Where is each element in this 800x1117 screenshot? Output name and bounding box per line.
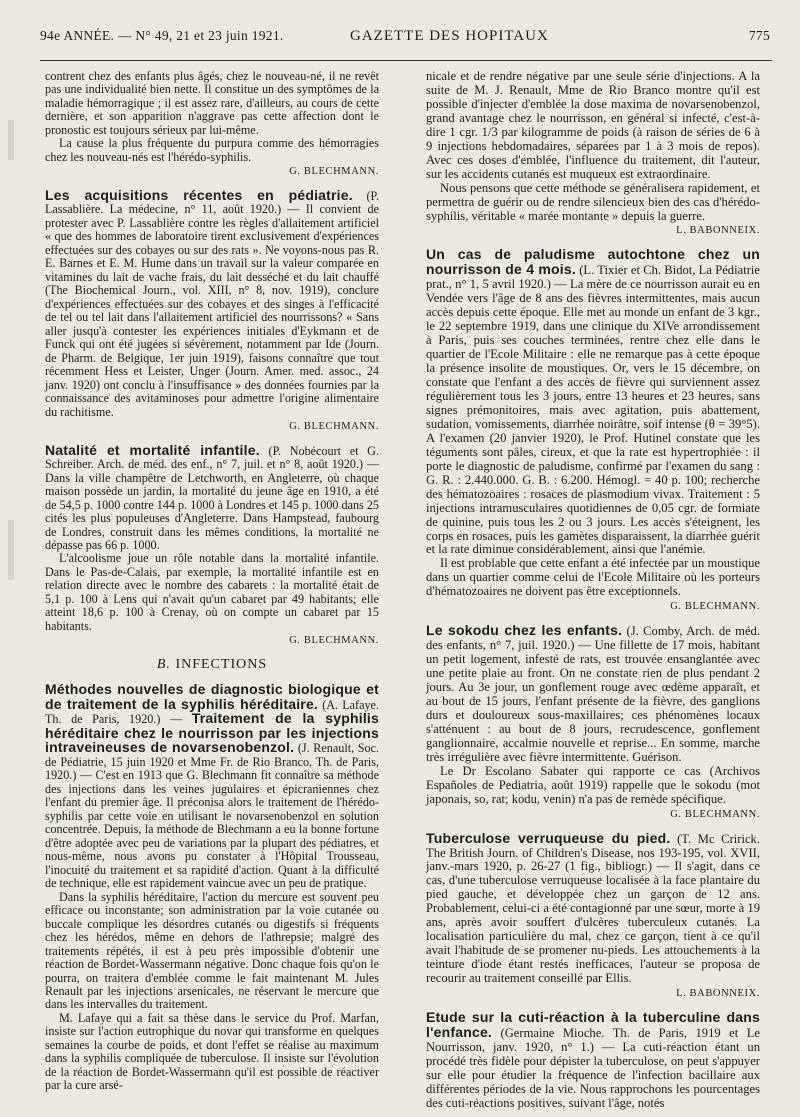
article-body: (J. Comby, Arch. de méd. des enfants, n° 7, juil. 1920.) — Une fillette de 17 mois, habitant un petit logement, infesté de rats, est trouvée ensanglantée avec une petite plaie au front. On ne constate rien de plus pendant 2 jours. Au 3e jour, un gonflement rouge avec œdème apparaît, et au bout de 15 jours, l'enfant présente de la fièvre, des ganglions durs et douloureux sous-maxillaires; ces phénomènes locaux s'atténuent : au bout de 8 jours, recrudescence, gonflement ganglionnaire, accalmie nouvelle et reprise... En somme, marche très irrégulière avec fièvre intermittente. Guérison. (426, 624, 760, 764)
margin-stain (8, 120, 14, 160)
signature: G. BLECHMANN. (289, 421, 379, 433)
article-paragraph: Dans la syphilis héréditaire, l'action du mercure est souvent peu efficace ou inconstante; son administration par la voie cutanée ou buccale complique les désordres cutanés ou digestifs si fréquents chez les hérédos, même en dehors de l'athrepsie; malgré des traitements répétés, il est à peu près impossible d'obtenir une réaction de Bordet-Wassermann négative. Donc chaque fois qu'on le pourra, on traitera d'emblée comme le fait maintenant M. Jules Renault par les injections arsenicales, ne réservant le mercure que dans les intervalles du traitement. (45, 889, 379, 1012)
intro-paragraph-2: La cause la plus fréquente du purpura comme des hémorragies chez les nouveau-nés est l'hérédo-syphilis. (45, 136, 379, 164)
article-acquisitions (45, 186, 379, 434)
article-body: (L. Tixier et Ch. Bidot, La Pédiatrie prat., n° 1, 5 avril 1920.) — La mère de ce nourrisson aurait eu en Vendée vers l'âge de 8 ans des fièvres intermittentes, mais aucun accès depuis cette époque. Elle met au monde un enfant de 3 kgr., le 22 septembre 1919, dans une clinique du XIVe arrondissement à Paris, puis ses couches terminées, rentre chez elle dans le quartier de l'Ecole Militaire : elle ne remarque pas à cette époque la présence insolite de moustiques. Or, vers le 15 décembre, on constate que l'enfant a des accès de fièvre qui surviennent assez régulièrement tous les 3 jours, entre 13 heures et 23 heures, sans signes prémonitoires, mais avec agitation, puis abattement, sudation, vomissements, diarrhée noirâtre, soif intense (θ = 39°5). A l'examen (20 janvier 1920), le Prof. Hutinel constate que les téguments sont pâles, cireux, et que la rate est hypertrophiée : il porte le diagnostic de paludisme, confirmé par l'examen du sang : G. R. : 2.440.000. G. B. : 6.200. Hémogl. = 40 p. 100; recherche des hématozoaires : rosaces de plasmodium vivax. Traitement : 5 injections intramusculaires quotidiennes de 0,05 cgr. de formiate de quinine, puis tous les 2 ou 3 jours. Les accès s'éteignent, les corps en rosaces, puis les gamètes disparaissent, la diarrhée guérit et la rate diminue considérablement, ainsi que l'anémie. (426, 263, 760, 557)
article-paragraph: Le Dr Escolano Sabater qui rapporte ce cas (Archivos Españoles de Pediatria, août 1919) rappelle que le sokodu (mot japonais, so, rat; kodu, venin) n'a pas de remède spécifique. (426, 763, 760, 806)
article-body: (J. Renault, Soc. de Pédiatrie, 15 juin 1920 et Mme Fr. de Rio Branco, Th. de Paris, 1920.) — C'est en 1913 que G. Blechmann fit connaître sa méthode des injections dans les veines jugulaires et épicraniennes chez l'enfant du premier âge. Il préconisa alors le traitement de l'hérédo-syphilis par cette voie en utilisant le novarsenobenzol en solution concentrée. Depuis, la méthode de Blechmann a eu la bonne fortune d'être adoptée avec peu de variations par la plupart des pédiatres, et nous-même, nous avons pu constater à l'Hôpital Trousseau, l'inocuité du traitement et sa rapidité d'action. Quant à la difficulté de technique, elle est rapidement vaincue avec un peu de pratique. (45, 741, 379, 891)
article-body: (P. Nobécourt et G. Schreiber. Arch. de méd. des enf., n° 7, juil. et n° 8, août 1920.) — Dans la ville champêtre de Letchworth, en Angleterre, où chaque maison possède un jardin, la mortalité du jeune âge en 1910, a été de 54,5 p. 1000 contre 144 p. 1000 à Londres et 145 p. 1000 dans 25 cités les plus populeuses d'Angleterre. Dans Hampstead, faubourg de Londres, construit dans les mêmes conditions, la mortalité ne dépasse pas 66 p. 1000. (45, 443, 379, 552)
signature: G. BLECHMANN. (289, 166, 379, 178)
signature: G. BLECHMANN. (670, 601, 760, 613)
header-rule (40, 60, 772, 61)
article-citation: (A. Lafaye. Th. de Paris, 1920.) — (45, 697, 379, 727)
article-body: (P. Lassablière. La médecine, n° 11, août 1920.) — Il convient de protester avec P. Lassablière contre les règles d'allaitement artificiel « que des hommes de laboratoire tirent exclusivement d'expériences effectuées sur des cobayes ou sur des rats ». Ne voyons-nous pas R. E. Barnes et E. M. Hume dans un travail sur la valeur comparée en vitamines du lait de vache frais, du lait desséché et du lait chauffé (The Biochemical Journ., vol. XIII, n° 8, nov. 1919), conclure d'expériences effectuées sur des cobayes et des singes à l'efficacité de tel ou tel lait dans l'allaitement artificiel des nourrissons? « Sans aller jusqu'à contester les expériences initiales d'Eykmann et de Funck qui ont été jugées si sévèrement, notamment par Ide (Journ. de Pharm. de Belgique, 1er juin 1919), faisons connaître que tout récemment Hess et Leister, Unger (Journ. Amer. med. assoc., 24 janv. 1920) ont conclu à l'insuffisance » des données fournies par la connaissance des avitaminoses pour admettre l'origine alimentaire du rachitisme. (45, 188, 379, 419)
article-title: Méthodes nouvelles de diagnostic biologique et de traitement de la syphilis héréditaire. (45, 681, 379, 712)
article-paragraph: Il est problable que cette enfant a été infectée par un moustique dans un quartier comme celui de l'Ecole Militaire où les porteurs d'hématozoaires ne doivent pas être exceptionnels. (426, 556, 760, 599)
article-body: (T. Mc Cririck. The British Journ. of Children's Disease, nos 193-195, vol. XVII, janv.-mars 1920, p. 26-27 (1 fig., bibliogr.) — Il s'agit, dans ce cas, d'une tuberculose verruqueuse localisée à la face plantaire du pied gauche, et développée chez un garçon de 12 ans. Probablement, celui-ci a été contagionné par une sœur, morte à 19 ans, après avoir souffert d'ulcères tuberculeux cutanés. La localisation particulière du mal, chez ce garçon, tient à ce qu'il avait l'habitude de se promener nu-pieds. Les attouchements à la teinture d'iode étant restés inefficaces, l'auteur se proposa de recourir au traitement conseillé par Ellis. (426, 831, 760, 986)
continued-paragraph-2: Nous pensons que cette méthode se généralisera rapidement, et permettra de guérir ou de rendre silencieux bien des cas d'hérédo-syphilis, véritable « marée montante » depuis la guerre. (426, 180, 760, 223)
article-sokodu (426, 624, 760, 821)
right-column (426, 70, 760, 1111)
article-tuberculose (426, 829, 760, 1001)
article-syphilis (45, 683, 379, 1093)
signature: G. BLECHMANN. (670, 808, 760, 820)
signature: L. BABONNEIX. (676, 225, 760, 237)
left-column (45, 70, 379, 1093)
page-number: 775 (748, 28, 770, 43)
article-title: Les acquisitions récentes en pédiatrie. (45, 186, 353, 203)
article-body: (Germaine Mioche. Th. de Paris, 1919 et Le Nourrisson, janv. 1920, n° 1.) — La cuti-réaction étant un procédé très fidèle pour dépister la tuberculose, on peut s'appuyer sur elle pour étudier la fréquence de l'infection bacillaire aux différentes périodes de la vie. Nous rapprochons les pourcentages des cuti-réactions positives, suivant l'âge, notés (426, 1025, 760, 1110)
continued-paragraph: nicale et de rendre négative par une seule série d'injections. A la suite de M. J. Renault, Mme de Rio Branco montre qu'il est possible d'injecter d'emblée la dose maxima de novarsenobenzol, grand avantage chez le nourrisson, en général si infecté, c'est-à-dire 1 cgr. 1/3 par kilogramme de poids (à raison de séries de 6 à 9 injections hebdomadaires, séparées par 1 à 3 mois de repos). Avec ces doses d'emblée, l'influence du traitement, dit l'auteur, sur les accidents cutanés est muqueux est extraordinaire. (426, 69, 760, 181)
issue-line: 94e ANNÉE. — N° 49, 21 et 23 juin 1921. (40, 28, 284, 43)
section-heading (45, 658, 379, 671)
article-title-2: Traitement de la syphilis héréditaire chez le nourrisson par les injections intraveineuses de novarsenobenzol. (45, 710, 379, 756)
article-paragraph: M. Lafaye qui a fait sa thèse dans le service du Prof. Marfan, insiste sur l'action eutrophique du novar qui transforme en quelques semaines la courbe de poids, et dont l'effet se réalise au maximum dans la syphilis compliquée de tuberculose. Il insiste sur l'évolution de la réaction de Bordet-Wassermann qu'il est possible de réactiver par la cure arsé- (45, 1010, 379, 1093)
article-title: Natalité et mortalité infantile. (45, 441, 260, 458)
margin-stain (8, 520, 14, 580)
article-title: Tuberculose verruqueuse du pied. (426, 829, 671, 846)
article-paragraph: L'alcoolisme joue un rôle notable dans la mortalité infantile. Dans le Pas-de-Calais, par exemple, la mortalité infantile est en relation directe avec le nombre des cabarets : la mortalité était de 5,1 p. 100 à Lens qui n'avait qu'un cabaret par 49 habitants; elle atteint 18,6 p. 100 à Crenay, où on compte un cabaret par 15 habitants. (45, 551, 379, 633)
intro-paragraph: contrent chez des enfants plus âgés, chez le nouveau-né, il ne revêt pas une individualité bien nette. Il constitue un des symptômes de la maladie hémorragique ; il est assez rare, d'ailleurs, au cours de cette dernière, et son apparition n'aggrave pas cette affection dont le pronostic est toujours sérieux par lui-même. (45, 69, 379, 137)
journal-title: GAZETTE DES HOPITAUX (350, 28, 549, 44)
page-header (40, 28, 770, 46)
section-letter: B. (156, 656, 171, 672)
article-title: Le sokodu chez les enfants. (426, 622, 623, 639)
article-natalite (45, 441, 379, 648)
article-paludisme (426, 248, 760, 614)
article-cuti-reaction (426, 1011, 760, 1111)
article-title: Un cas de paludisme autochtone chez un nourrisson de 4 mois. (426, 246, 760, 278)
signature: L. BABONNEIX. (676, 988, 760, 1000)
article-title: Etude sur la cuti-réaction à la tuberculine dans l'enfance. (426, 1009, 760, 1040)
signature: G. BLECHMANN. (289, 635, 379, 647)
section-label: INFECTIONS (175, 656, 268, 672)
